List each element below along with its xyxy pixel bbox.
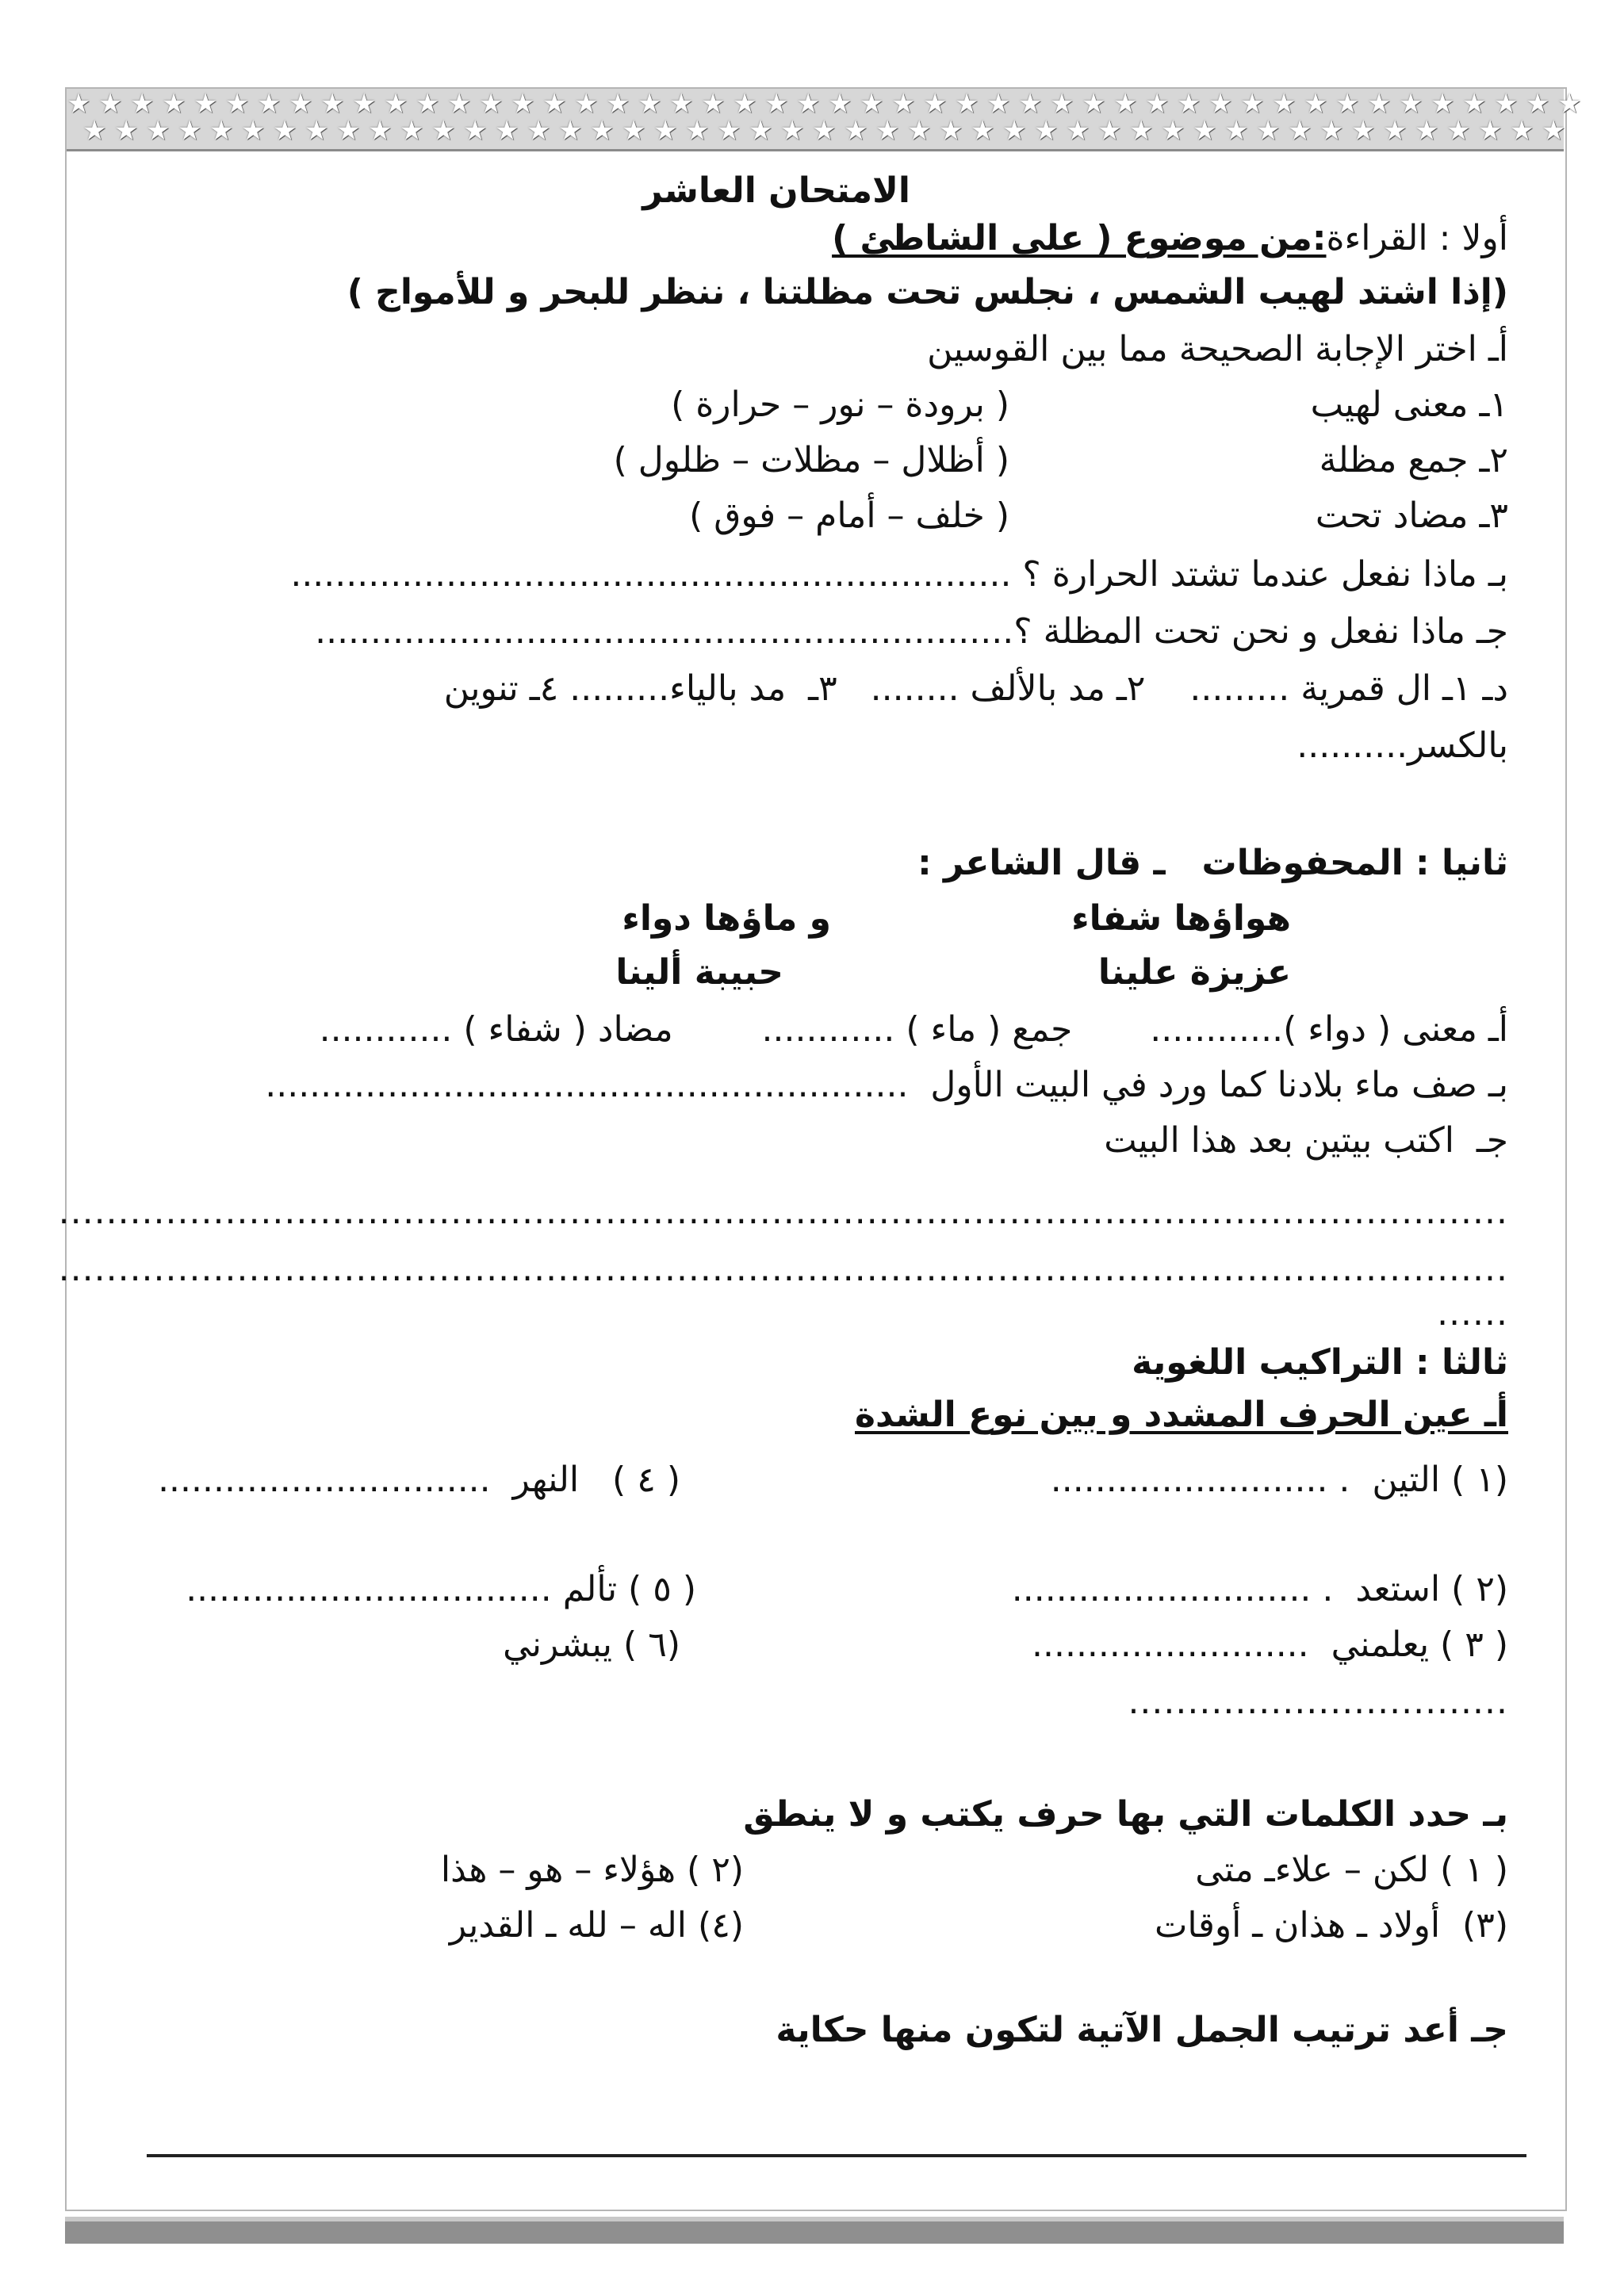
star-ornament: ★ bbox=[1478, 115, 1503, 147]
star-ornament: ★ bbox=[1193, 115, 1217, 147]
reading-passage: (إذا اشتد لهيب الشمس ، نجلس تحت مظلتنا ، ننظر للبحر و للأمواج ) bbox=[347, 272, 1508, 312]
star-ornament: ★ bbox=[780, 115, 805, 147]
poem-verse2-right: عزيزة علينا bbox=[1097, 952, 1291, 993]
star-ornament: ★ bbox=[273, 115, 297, 147]
poem-verse1-right: هواؤها شفاء bbox=[1071, 898, 1291, 939]
star-ornament: ★ bbox=[114, 115, 139, 147]
star-ornament: ★ bbox=[1018, 88, 1043, 120]
star-ornament: ★ bbox=[638, 88, 662, 120]
star-ornament: ★ bbox=[1097, 115, 1122, 147]
star-ornament: ★ bbox=[860, 88, 884, 120]
section1-heading-topic: :من موضوع ( على الشاطئ ) bbox=[832, 218, 1327, 258]
star-ornament: ★ bbox=[193, 88, 218, 120]
star-ornament: ★ bbox=[511, 88, 535, 120]
decorative-star-border bbox=[67, 88, 1582, 151]
shadda-item: ( ٥ ) تألم ................................. bbox=[186, 1569, 696, 1609]
section1-heading-label: أولا : القراءة bbox=[1326, 218, 1508, 258]
star-ornament: ★ bbox=[495, 115, 519, 147]
star-ornament: ★ bbox=[431, 115, 456, 147]
grammar-question-a: أـ عين الحرف المشدد و بين نوع الشدة bbox=[855, 1395, 1508, 1435]
poem-verse1-left: و ماؤها دواء bbox=[622, 898, 831, 939]
answer-dots-tail: ................................ bbox=[1128, 1682, 1508, 1722]
star-ornament: ★ bbox=[400, 115, 424, 147]
question-a-instruction: أـ اختر الإجابة الصحيحة مما بين القوسين bbox=[927, 329, 1508, 369]
star-ornament: ★ bbox=[1256, 115, 1281, 147]
star-ornament: ★ bbox=[1113, 88, 1138, 120]
star-ornament: ★ bbox=[1129, 115, 1154, 147]
star-ornament: ★ bbox=[289, 88, 313, 120]
star-ornament: ★ bbox=[82, 115, 107, 147]
star-ornament: ★ bbox=[447, 88, 472, 120]
star-ornament: ★ bbox=[1415, 115, 1439, 147]
question-c: جـ ماذا نفعل و نحن تحت المظلة ؟............................................................... bbox=[315, 611, 1508, 652]
star-ornament: ★ bbox=[653, 115, 678, 147]
star-ornament: ★ bbox=[828, 88, 852, 120]
silent-letter-item: (٣) أولاد ـ هذان ـ أوقات bbox=[1154, 1905, 1508, 1946]
grammar-question-c: جـ أعد ترتيب الجمل الآتية لتكون منها حكاية bbox=[776, 2010, 1508, 2050]
star-ornament: ★ bbox=[1446, 115, 1471, 147]
star-ornament: ★ bbox=[479, 88, 504, 120]
section3-heading: ثالثا : التراكيب اللغوية bbox=[1132, 1342, 1508, 1383]
star-ornament: ★ bbox=[1557, 88, 1582, 120]
star-ornament: ★ bbox=[701, 88, 726, 120]
star-ornament: ★ bbox=[257, 88, 282, 120]
question-b: بـ ماذا نفعل عندما تشتد الحرارة ؟ ................................................................. bbox=[290, 554, 1508, 595]
star-ornament: ★ bbox=[1161, 115, 1185, 147]
star-ornament: ★ bbox=[1288, 115, 1312, 147]
answer-dots-tail: ...... bbox=[1437, 1293, 1508, 1334]
star-ornament: ★ bbox=[717, 115, 741, 147]
star-ornament: ★ bbox=[939, 115, 963, 147]
star-ornament: ★ bbox=[590, 115, 615, 147]
star-ornament: ★ bbox=[986, 88, 1011, 120]
star-ornament: ★ bbox=[971, 115, 995, 147]
star-ornament: ★ bbox=[1320, 115, 1344, 147]
choice-item-label: ٣ـ مضاد تحت bbox=[1315, 496, 1508, 536]
star-ornament: ★ bbox=[1494, 88, 1519, 120]
star-ornament: ★ bbox=[764, 88, 789, 120]
star-ornament: ★ bbox=[1002, 115, 1027, 147]
star-ornament: ★ bbox=[1351, 115, 1376, 147]
star-ornament: ★ bbox=[1066, 115, 1090, 147]
star-ornament: ★ bbox=[130, 88, 155, 120]
answer-dots-line: .......................................................................................................................... bbox=[58, 1192, 1508, 1232]
star-ornament: ★ bbox=[685, 115, 710, 147]
choice-item-options: ( برودة – نور – حرارة ) bbox=[671, 385, 1009, 425]
star-ornament: ★ bbox=[669, 88, 694, 120]
star-ornament: ★ bbox=[542, 88, 567, 120]
star-ornament: ★ bbox=[209, 115, 234, 147]
star-ornament: ★ bbox=[891, 88, 916, 120]
star-ornament: ★ bbox=[1050, 88, 1074, 120]
star-ornament: ★ bbox=[606, 88, 630, 120]
answer-dots-line: .......................................................................................................................... bbox=[58, 1249, 1508, 1289]
silent-letter-item: ( ١ ) لكن – علاءـ متى bbox=[1195, 1850, 1508, 1890]
star-ornament: ★ bbox=[812, 115, 837, 147]
star-ornament: ★ bbox=[1383, 115, 1408, 147]
star-ornament: ★ bbox=[241, 115, 266, 147]
star-ornament: ★ bbox=[622, 115, 646, 147]
star-ornament: ★ bbox=[1034, 115, 1059, 147]
star-ornament: ★ bbox=[1177, 88, 1201, 120]
star-ornament: ★ bbox=[733, 88, 757, 120]
poem-verse2-left: حبيبة ألينا bbox=[615, 952, 783, 993]
star-ornament: ★ bbox=[1082, 88, 1106, 120]
star-ornament: ★ bbox=[1399, 88, 1423, 120]
star-ornament: ★ bbox=[1526, 88, 1550, 120]
star-ornament: ★ bbox=[1145, 88, 1170, 120]
poem-question-c: جـ اكتب بيتين بعد هذا البيت bbox=[1104, 1120, 1508, 1161]
star-ornament: ★ bbox=[527, 115, 551, 147]
star-ornament: ★ bbox=[796, 88, 821, 120]
star-ornament: ★ bbox=[749, 115, 773, 147]
star-ornament: ★ bbox=[225, 88, 250, 120]
star-ornament: ★ bbox=[844, 115, 868, 147]
star-ornament: ★ bbox=[558, 115, 583, 147]
choice-item-label: ٢ـ جمع مظلة bbox=[1319, 440, 1508, 480]
footer-bar bbox=[65, 2217, 1564, 2244]
shadda-item: (١ ) التين . ......................... bbox=[1050, 1460, 1508, 1500]
star-ornament: ★ bbox=[923, 88, 948, 120]
section1-heading bbox=[832, 216, 1508, 262]
star-ornament: ★ bbox=[907, 115, 932, 147]
star-ornament: ★ bbox=[1272, 88, 1297, 120]
shadda-item: (٦ ) يبشرني bbox=[503, 1624, 680, 1665]
star-ornament: ★ bbox=[304, 115, 329, 147]
star-ornament: ★ bbox=[384, 88, 408, 120]
star-ornament: ★ bbox=[1431, 88, 1455, 120]
footer-rule bbox=[147, 2154, 1526, 2157]
star-ornament: ★ bbox=[178, 115, 202, 147]
silent-letter-item: (٢ ) هؤلاء – هو – هذا bbox=[440, 1850, 744, 1890]
star-ornament: ★ bbox=[368, 115, 393, 147]
choice-item-label: ١ـ معنى لهيب bbox=[1310, 385, 1508, 425]
star-ornament: ★ bbox=[1240, 88, 1265, 120]
star-ornament: ★ bbox=[146, 115, 170, 147]
star-ornament: ★ bbox=[574, 88, 599, 120]
section2-heading: ثانيا : المحفوظات ـ قال الشاعر : bbox=[917, 843, 1508, 883]
star-ornament: ★ bbox=[1367, 88, 1392, 120]
star-ornament: ★ bbox=[1510, 115, 1534, 147]
star-ornament: ★ bbox=[416, 88, 440, 120]
question-d: دـ ١ـ ال قمرية ......... ٢ـ مد بالألف ........ ٣ـ مد بالياء......... ٤ـ تنوين bbox=[443, 668, 1508, 709]
shadda-item: ( ٣ ) يعلمني ......................... bbox=[1032, 1624, 1508, 1665]
star-ornament: ★ bbox=[162, 88, 186, 120]
star-ornament: ★ bbox=[352, 88, 377, 120]
star-ornament: ★ bbox=[463, 115, 488, 147]
star-ornament: ★ bbox=[955, 88, 979, 120]
silent-letter-item: (٤) اله – لله ـ القدير bbox=[449, 1905, 744, 1946]
star-ornament: ★ bbox=[1208, 88, 1233, 120]
choice-item-options: ( خلف – أمام – فوق ) bbox=[689, 496, 1009, 536]
star-ornament: ★ bbox=[1335, 88, 1360, 120]
star-ornament: ★ bbox=[336, 115, 361, 147]
star-ornament: ★ bbox=[1462, 88, 1487, 120]
star-ornament: ★ bbox=[67, 88, 91, 120]
poem-question-b: بـ صف ماء بلادنا كما ورد في البيت الأول .......................................................... bbox=[265, 1065, 1508, 1105]
grammar-question-b: بـ حدد الكلمات التي بها حرف يكتب و لا ينطق bbox=[743, 1794, 1508, 1835]
star-ornament: ★ bbox=[1304, 88, 1328, 120]
choice-item-options: ( أظلال – مظلات – ظلول ) bbox=[613, 440, 1009, 480]
shadda-item: (٢ ) استعد . ........................... bbox=[1011, 1569, 1508, 1609]
star-ornament: ★ bbox=[1542, 115, 1566, 147]
star-ornament: ★ bbox=[875, 115, 900, 147]
star-ornament: ★ bbox=[320, 88, 345, 120]
question-d-continued: بالكسر.......... bbox=[1297, 725, 1508, 766]
exam-title: الامتحان العاشر bbox=[642, 170, 910, 211]
shadda-item: ( ٤ ) النهر .............................. bbox=[158, 1460, 680, 1500]
poem-question-a: أـ معنى ( دواء )............ جمع ( ماء ) ............ مضاد ( شفاء ) ............ bbox=[319, 1009, 1508, 1050]
star-ornament: ★ bbox=[1224, 115, 1249, 147]
star-ornament: ★ bbox=[98, 88, 123, 120]
